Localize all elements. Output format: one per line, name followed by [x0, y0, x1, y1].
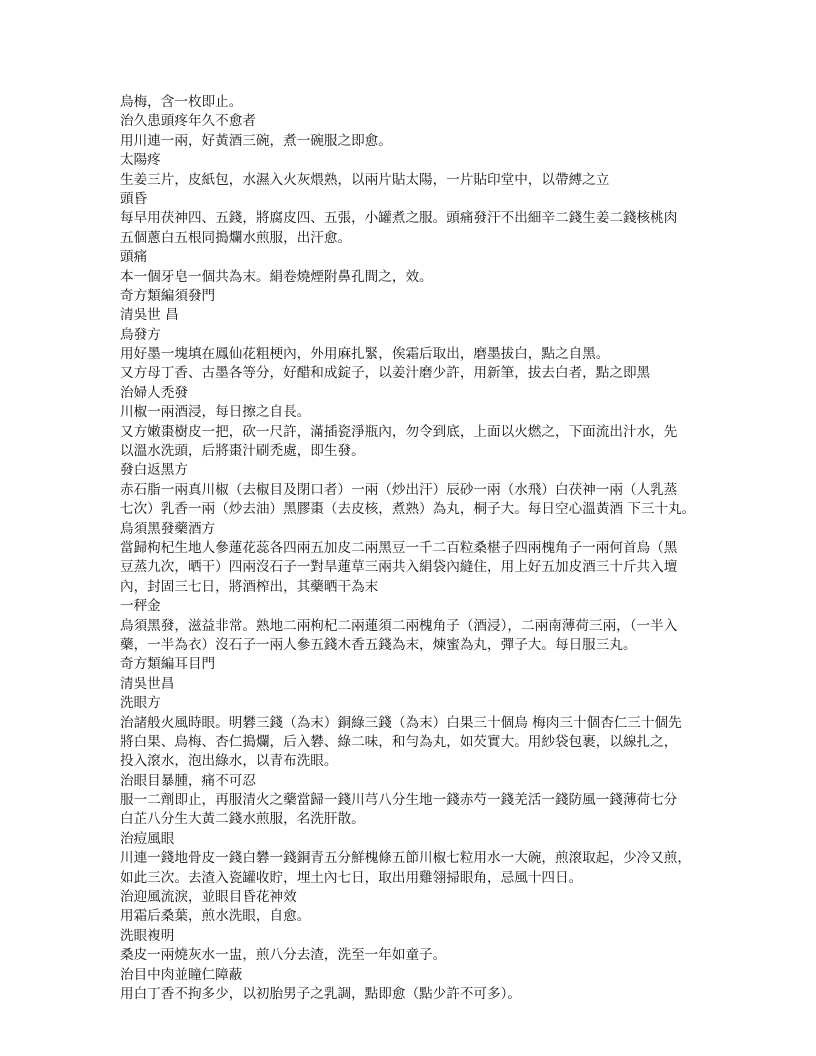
- text-line: 當歸枸杞生地人參蓮花蕊各四兩五加皮二兩黑豆一千二百粒桑椹子四兩槐角子一兩何首烏（黑: [120, 539, 678, 556]
- text-line: 川椒一兩酒浸，每日擦之自長。: [120, 404, 311, 421]
- text-line: 治眼目暴腫，痛不可忍: [120, 772, 256, 789]
- text-line: 川連一錢地骨皮一錢白礬一錢銅青五分鮮槐條五節川椒七粒用水一大碗，煎滾取起，少冷又煎，: [120, 850, 691, 867]
- text-line: 奇方類編須發門: [120, 287, 216, 304]
- text-line: 治久患頭疼年久不愈者: [120, 113, 256, 130]
- text-line: 生姜三片，皮紙包，水濕入火灰煨熟，以兩片貼太陽，一片貼印堂中，以帶縛之立: [120, 171, 610, 188]
- text-line: 五個蔥白五根同搗爛水煎服，出汗愈。: [120, 229, 352, 246]
- text-line: 發白返黑方: [120, 462, 188, 479]
- text-line: 頭昏: [120, 190, 148, 207]
- text-line: 用好墨一塊填在鳳仙花粗梗內，外用麻扎緊，俟霜后取出，磨墨拔白，點之自黑。: [120, 346, 610, 363]
- text-line: 每早用茯神四、五錢，將腐皮四、五張，小罐煮之服。頭痛發汗不出細辛二錢生姜二錢核桃肉: [120, 210, 678, 227]
- text-line: 赤石脂一兩真川椒（去椒目及閉口者）一兩（炒出汗）辰砂一兩（水飛）白茯神一兩（人乳蒸: [120, 481, 678, 498]
- text-line: 烏梅，含一枚即止。: [120, 94, 243, 110]
- text-line: 用霜后桑葉，煎水洗眼，自愈。: [120, 908, 311, 925]
- text-line: 治痘風眼: [120, 830, 175, 847]
- text-line: 治諸般火風時眼。明礬三錢（為末）銅綠三錢（為末）白果三十個烏 梅肉三十個杏仁三十個先: [120, 714, 682, 731]
- text-line: 治婦人禿發: [120, 384, 188, 401]
- text-line: 將白果、烏梅、杏仁搗爛，后入礬、綠二味，和勻為丸，如芡實大。用紗袋包裹，以線扎之，: [120, 733, 678, 750]
- text-line: 七次）乳香一兩（炒去油）黑膠棗（去皮核，煮熟）為丸，桐子大。每日空心溫黃酒 下三十丸。: [120, 501, 696, 518]
- text-line: 用白丁香不拘多少，以初胎男子之乳調，點即愈（點少許不可多）。: [120, 985, 522, 1002]
- document-body: [120, 93, 702, 1004]
- text-line: 洗眼方: [120, 695, 161, 712]
- text-line: 內，封固三七日，將酒榨出，其藥晒干為末: [120, 578, 379, 595]
- text-line: 又方母丁香、古墨各等分，好醋和成錠子，以姜汁磨少許，用新筆，拔去白者，點之即黑: [120, 365, 651, 382]
- text-line: 治目中肉並瞳仁障蔽: [120, 966, 243, 983]
- text-line: 用川連一兩，好黃酒三碗，煮一碗服之即愈。: [120, 132, 392, 149]
- text-line: 烏須黑發藥酒方: [120, 520, 216, 537]
- text-line: 太陽疼: [120, 152, 161, 169]
- text-line: 清吳世昌: [120, 675, 175, 692]
- text-line: 白芷八分生大黃二錢水煎服，名洗肝散。: [120, 811, 365, 828]
- text-line: 本一個牙皂一個共為末。絹卷燒煙附鼻孔間之，效。: [120, 268, 433, 285]
- text-line: 洗眼複明: [120, 927, 175, 944]
- text-line: 頭痛: [120, 249, 148, 266]
- text-line: 以溫水洗頭，后將棗汁刷禿處，即生發。: [120, 443, 365, 460]
- text-line: 治迎風流淚，並眼目昏花神效: [120, 889, 297, 906]
- text-line: 烏須黑發，滋益非常。熟地二兩枸杞二兩蓮須二兩槐角子（酒浸），二兩南薄荷三兩，（一半入: [120, 617, 678, 634]
- text-line: 清吳世 昌: [120, 307, 179, 324]
- text-line: 奇方類編耳目門: [120, 656, 216, 673]
- text-line: 投入滾水，泡出綠水，以青布洗眼。: [120, 753, 338, 770]
- text-line: 一秤金: [120, 598, 161, 615]
- text-line: 又方嫩棗樹皮一把，砍一尺許，滿插瓷淨瓶內，勿令到底，上面以火燃之，下面流出汁水，先: [120, 423, 678, 440]
- text-line: 藥，一半為衣）沒石子一兩人參五錢木香五錢為末，煉蜜為丸，彈子大。每日服三丸。: [120, 636, 637, 653]
- text-line: 服一二劑即止，再服清火之藥當歸一錢川芎八分生地一錢赤芍一錢羌活一錢防風一錢薄荷七分: [120, 792, 678, 809]
- text-line: 豆蒸九次，晒干）四兩沒石子一對旱蓮草三兩共入絹袋內縫住，用上好五加皮酒三十斤共入壇: [120, 559, 678, 576]
- text-line: 烏發方: [120, 326, 161, 343]
- text-line: 如此三次。去渣入瓷罐收貯，埋土內七日，取出用雞翎掃眼角，忌風十四日。: [120, 869, 583, 886]
- text-line: 桑皮一兩燒灰水一盅，煎八分去渣，洗至一年如童子。: [120, 947, 447, 964]
